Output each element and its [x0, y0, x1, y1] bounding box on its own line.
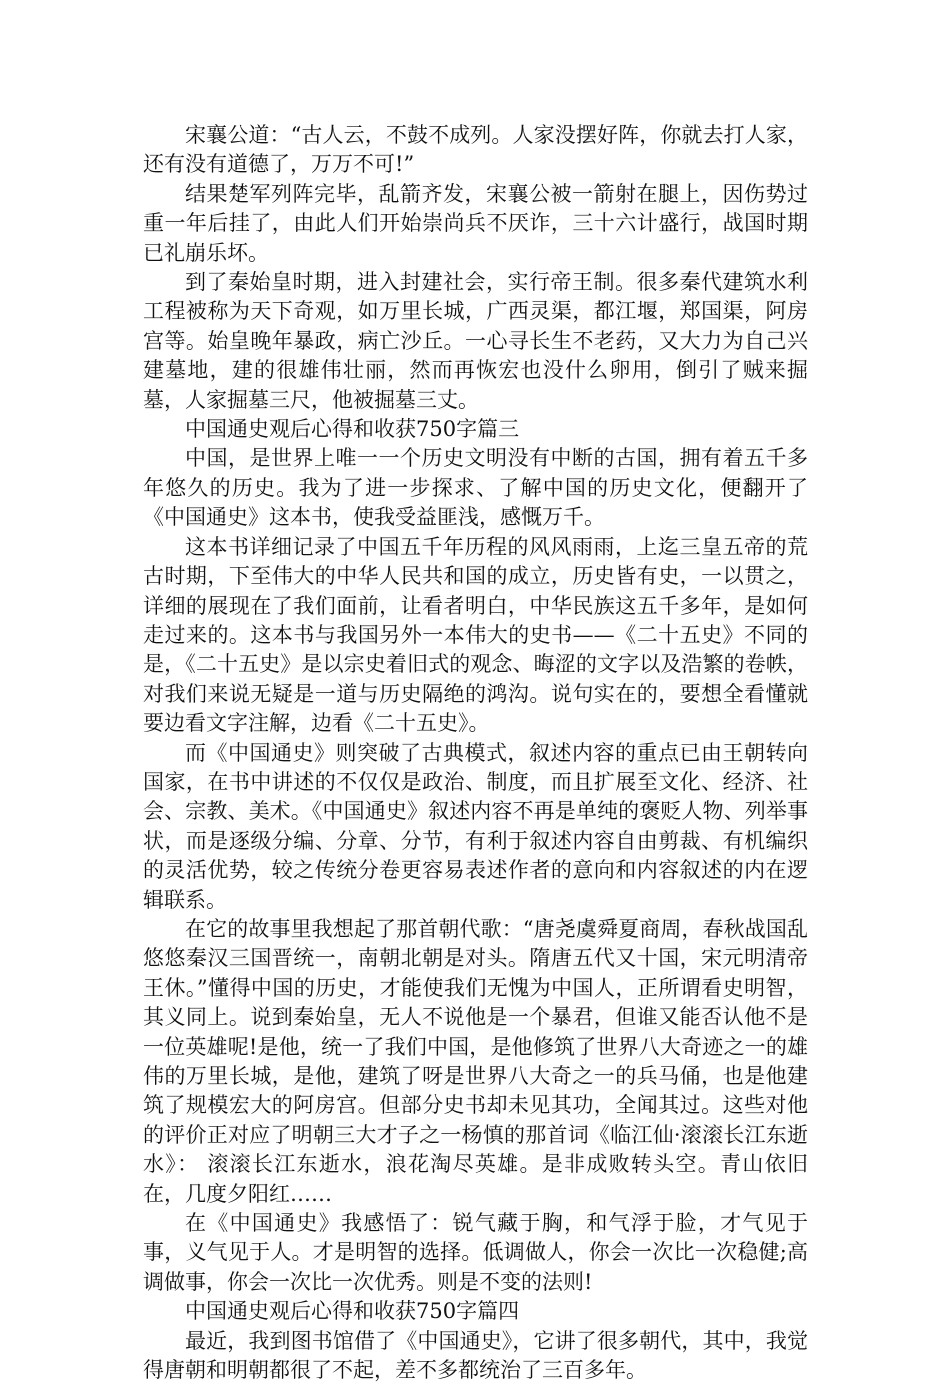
paragraph-china-history-intro: 中国，是世界上唯一一个历史文明没有中断的古国，拥有着五千多年悠久的历史。我为了进一步探求、了解中国的历史文化，便翻开了《中国通史》这本书，使我受益匪浅，感慨万千。: [143, 446, 808, 530]
paragraph-book-details: 这本书详细记录了中国五千年历程的风风雨雨，上迄三皇五帝的荒古时期，下至伟大的中华人民共和国的成立，历史皆有史，一以贯之，详细的展现在了我们面前，让看者明白，中华民族这五千多年，是如何走过来的。这本书与我国另外一本伟大的史书——《二十五史》不同的是，《二十五史》是以宗史着旧式的观念、晦涩的文字以及浩繁的卷帙，对我们来说无疑是一道与历史隔绝的鸿沟。说句实在的，要想全看懂就要边看文字注解，边看《二十五史》。: [143, 534, 808, 736]
paragraph-library-borrow: 最近，我到图书馆借了《中国通史》，它讲了很多朝代，其中，我觉得唐朝和明朝都很了不起，差不多都统治了三百多年。: [143, 1328, 808, 1383]
section-heading-part-three: 中国通史观后心得和收获750字篇三: [185, 417, 520, 442]
paragraph-dynasty-song: 在它的故事里我想起了那首朝代歌：“唐尧虞舜夏商周，春秋战国乱悠悠秦汉三国晋统一，南朝北朝是对头。隋唐五代又十国，宋元明清帝王休。”懂得中国的历史，才能使我们无愧为中国人，正所谓看史明智，其义同上。说到秦始皇，无人不说他是一个暴君，但谁又能否认他不是一位英雄呢!是他，统一了我们中国，是他修筑了世界八大奇迹之一的雄伟的万里长城，是他，建筑了呀是世界八大奇之一的兵马俑，也是他建筑了规模宏大的阿房宫。但部分史书却未见其功，全闻其过。这些对他的评价正对应了明朝三大才子之一杨慎的那首词《临江仙·滚滚长江东逝水》： 滚滚长江东逝水，浪花淘尽英雄。是非成败转头空。青山依旧在，几度夕阳红……: [143, 916, 808, 1206]
paragraph-song-xianggong-speech: 宋襄公道：“古人云，不鼓不成列。人家没摆好阵，你就去打人家，还有没有道德了，万万不可!”: [143, 123, 808, 177]
paragraph-reflection: 在《中国通史》我感悟了：锐气藏于胸，和气浮于脸，才气见于事，义气见于人。才是明智的选择。低调做人，你会一次比一次稳健;高调做事，你会一次比一次优秀。则是不变的法则!: [143, 1211, 808, 1294]
document-body: [143, 121, 808, 1385]
paragraph-breakthrough: 而《中国通史》则突破了古典模式，叙述内容的重点已由王朝转向国家，在书中讲述的不仅仅是政治、制度，而且扩展至文化、经济、社会、宗教、美术。《中国通史》叙述内容不再是单纯的褒贬人物、列举事状，而是逐级分编、分章、分节，有利于叙述内容自由剪裁、有机编织的灵活优势，较之传统分卷更容易表述作者的意向和内容叙述的内在逻辑联系。: [143, 740, 808, 912]
paragraph-chu-army: 结果楚军列阵完毕，乱箭齐发，宋襄公被一箭射在腿上，因伤势过重一年后挂了，由此人们开始崇尚兵不厌诈，三十六计盛行，战国时期已礼崩乐坏。: [143, 181, 808, 265]
paragraph-qin-shihuang: 到了秦始皇时期，进入封建社会，实行帝王制。很多秦代建筑水利工程被称为天下奇观，如万里长城，广西灵渠，都江堰，郑国渠，阿房宫等。始皇晚年暴政，病亡沙丘。一心寻长生不老药，又大力为自己兴建墓地，建的很雄伟壮丽，然而再恢宏也没什么卵用，倒引了贼来掘墓，人家掘墓三尺，他被掘墓三丈。: [143, 270, 808, 412]
section-heading-part-four: 中国通史观后心得和收获750字篇四: [185, 1299, 520, 1324]
